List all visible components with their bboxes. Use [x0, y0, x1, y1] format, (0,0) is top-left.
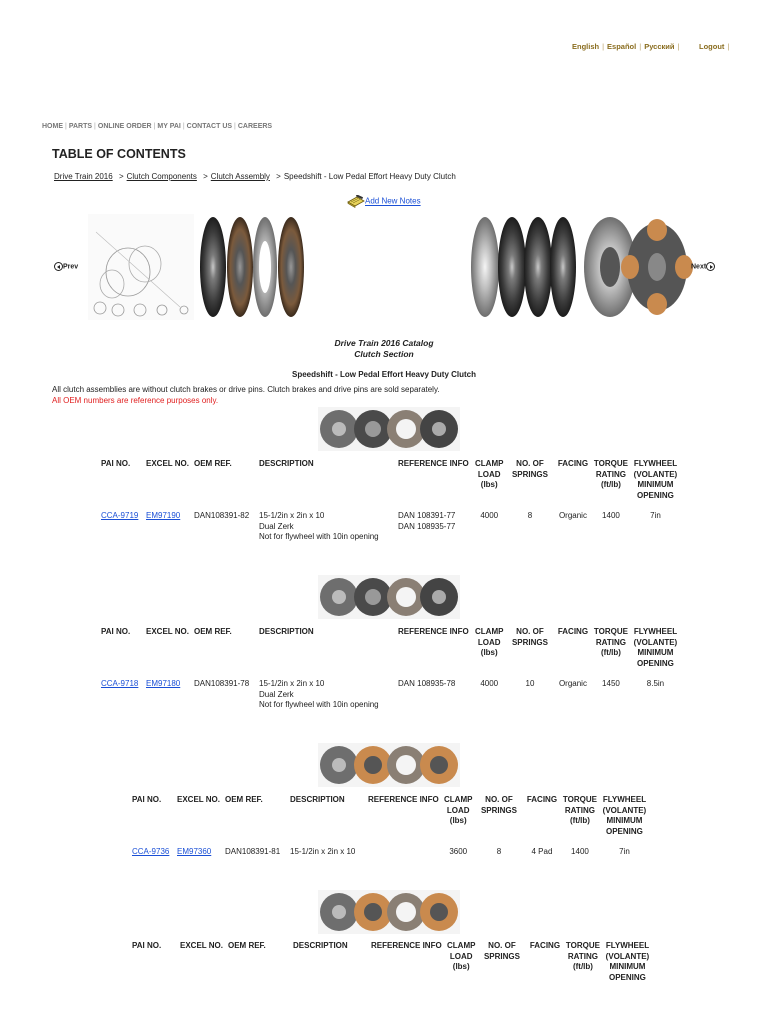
next-label: Next — [691, 263, 707, 271]
catalog-heading — [0, 338, 768, 360]
breadcrumb-separator: > — [203, 172, 208, 181]
col-header-pai: PAI NO. — [132, 941, 162, 950]
col-header-description: DESCRIPTION — [259, 459, 314, 468]
add-notes — [347, 195, 421, 208]
kit-image-4 — [318, 890, 460, 934]
col-header-facing: FACING — [557, 627, 589, 636]
col-header-oem: OEM REF. — [194, 459, 232, 468]
col-header-torque: TORQUE RATING (ft/lb) — [562, 795, 597, 825]
exploded-diagram-image — [88, 214, 194, 320]
prev-label: Prev — [63, 263, 79, 271]
breadcrumb-separator: > — [118, 172, 124, 181]
next-button[interactable] — [691, 262, 715, 271]
col-header-springs: NO. OF SPRINGS — [480, 795, 517, 815]
col-header-pai: PAI NO. — [101, 459, 131, 468]
breadcrumb-current: Speedshift - Low Pedal Effort Heavy Duty Clutch — [283, 172, 456, 181]
spring-count: 10 — [525, 679, 535, 688]
nav-contact-us[interactable]: CONTACT US — [186, 123, 233, 130]
col-header-torque: TORQUE RATING (ft/lb) — [565, 941, 600, 971]
excel-part-link[interactable]: EM97360 — [177, 847, 212, 856]
col-header-clamp-load: CLAMP LOAD (lbs) — [475, 459, 504, 489]
col-header-oem: OEM REF. — [194, 627, 232, 636]
col-header-clamp-load: CLAMP LOAD (lbs) — [444, 795, 473, 825]
flywheel-opening: 8.5in — [646, 679, 665, 688]
col-header-reference: REFERENCE INFO — [398, 627, 469, 636]
pai-part-link[interactable]: CCA-9719 — [101, 511, 139, 520]
catalog-section: Clutch Section — [354, 349, 414, 359]
table-header-row — [130, 941, 652, 983]
col-header-torque: TORQUE RATING (ft/lb) — [593, 459, 628, 489]
col-header-excel: EXCEL NO. — [146, 627, 189, 636]
breadcrumb-separator: > — [276, 172, 281, 181]
col-header-facing: FACING — [529, 941, 561, 950]
col-header-excel: EXCEL NO. — [146, 459, 189, 468]
lang-spanish-link[interactable]: Español — [607, 42, 637, 51]
clutch-discs-image-left — [200, 217, 304, 317]
col-header-facing: FACING — [526, 795, 558, 804]
clutch-discs-image-right — [471, 217, 576, 317]
parts-table-1 — [99, 459, 680, 543]
kit-image-2 — [318, 575, 460, 619]
separator: | — [94, 123, 96, 130]
torque-rating: 1400 — [602, 511, 620, 520]
col-header-springs: NO. OF SPRINGS — [511, 627, 548, 647]
breadcrumb-clutch-assembly[interactable]: Clutch Assembly — [210, 172, 270, 181]
chevron-right-icon — [706, 262, 715, 271]
excel-part-link[interactable]: EM97190 — [146, 511, 181, 520]
oem-ref: DAN108391-81 — [225, 847, 281, 856]
oem-ref: DAN108391-78 — [194, 679, 250, 688]
table-header-row — [99, 459, 680, 501]
pai-part-link[interactable]: CCA-9736 — [132, 847, 170, 856]
col-header-clamp-load: CLAMP LOAD (lbs) — [447, 941, 476, 971]
logout-link[interactable] — [699, 42, 732, 51]
col-header-description: DESCRIPTION — [293, 941, 348, 950]
nav-careers[interactable]: CAREERS — [237, 123, 273, 130]
table-header-row — [99, 627, 680, 669]
separator: | — [677, 42, 680, 51]
table-row — [99, 679, 680, 711]
product-image-strip — [0, 212, 768, 322]
nav-home[interactable]: HOME — [42, 123, 63, 130]
oem-ref: DAN108391-82 — [194, 511, 250, 520]
parts-table-3 — [130, 795, 649, 858]
col-header-reference: REFERENCE INFO — [398, 459, 469, 468]
facing: 4 Pad — [531, 847, 553, 856]
parts-table-2 — [99, 627, 680, 711]
separator: | — [602, 42, 605, 51]
reference-info — [366, 847, 442, 858]
main-nav — [42, 123, 272, 130]
nav-parts[interactable]: PARTS — [68, 123, 93, 130]
col-header-reference: REFERENCE INFO — [368, 795, 439, 804]
separator: | — [639, 42, 642, 51]
spring-count: 8 — [527, 511, 533, 520]
nav-online-order[interactable]: ONLINE ORDER — [97, 123, 152, 130]
description: 15-1/2in x 2in x 10 — [290, 847, 356, 856]
separator: | — [182, 123, 185, 130]
breadcrumb-clutch-components[interactable]: Clutch Components — [126, 172, 197, 181]
page-title: TABLE OF CONTENTS — [52, 147, 186, 161]
col-header-oem: OEM REF. — [225, 795, 263, 804]
clamp-load: 4000 — [480, 511, 499, 520]
section-title: Speedshift - Low Pedal Effort Heavy Duty Clutch — [291, 370, 477, 379]
col-header-springs: NO. OF SPRINGS — [483, 941, 520, 961]
catalog-title: Drive Train 2016 Catalog — [334, 338, 434, 348]
table-row — [130, 847, 649, 858]
kit-image-1 — [318, 407, 460, 451]
lang-russian-link[interactable]: Русский — [644, 42, 675, 51]
separator: | — [65, 123, 67, 130]
nav-my-pai[interactable]: MY PAI — [157, 123, 181, 130]
excel-part-link[interactable]: EM97180 — [146, 679, 181, 688]
torque-rating: 1450 — [602, 679, 620, 688]
flywheel-opening: 7in — [650, 511, 661, 520]
col-header-description: DESCRIPTION — [259, 627, 314, 636]
col-header-excel: EXCEL NO. — [180, 941, 223, 950]
col-header-flywheel: FLYWHEEL (VOLANTE) MINIMUM OPENING — [602, 795, 647, 836]
separator: | — [153, 123, 156, 130]
col-header-oem: OEM REF. — [228, 941, 266, 950]
breadcrumb-drive-train[interactable]: Drive Train 2016 — [54, 172, 113, 181]
logout-label: Logout — [699, 42, 725, 51]
col-header-torque: TORQUE RATING (ft/lb) — [593, 627, 628, 657]
top-links — [572, 42, 730, 51]
parts-table-4 — [130, 941, 652, 983]
lang-english-link[interactable]: English — [572, 42, 600, 51]
ceramic-button-disc-image — [621, 219, 693, 315]
kit-image-3 — [318, 743, 460, 787]
notepad-pencil-icon[interactable] — [347, 195, 365, 208]
separator: | — [727, 42, 730, 51]
description: 15-1/2in x 2in x 10 Dual Zerk Not for flywheel with 10in opening — [259, 511, 379, 541]
prev-button[interactable] — [54, 262, 78, 271]
torque-rating: 1400 — [571, 847, 589, 856]
facing: Organic — [558, 679, 587, 688]
reference-info: DAN 108391-77 DAN 108935-77 — [398, 511, 456, 531]
clamp-load: 4000 — [480, 679, 499, 688]
col-header-flywheel: FLYWHEEL (VOLANTE) MINIMUM OPENING — [633, 459, 678, 500]
table-row — [99, 511, 680, 543]
col-header-pai: PAI NO. — [132, 795, 162, 804]
col-header-pai: PAI NO. — [101, 627, 131, 636]
pai-part-link[interactable]: CCA-9718 — [101, 679, 139, 688]
chevron-left-icon — [54, 262, 63, 271]
oem-reference-warning: All OEM numbers are reference purposes only. — [52, 396, 219, 405]
col-header-flywheel: FLYWHEEL (VOLANTE) MINIMUM OPENING — [633, 627, 678, 668]
description: 15-1/2in x 2in x 10 Dual Zerk Not for flywheel with 10in opening — [259, 679, 379, 709]
add-new-notes-link[interactable]: Add New Notes — [365, 196, 421, 206]
flywheel-opening: 7in — [619, 847, 630, 856]
col-header-description: DESCRIPTION — [290, 795, 345, 804]
col-header-excel: EXCEL NO. — [177, 795, 220, 804]
assembly-note: All clutch assemblies are without clutch brakes or drive pins. Clutch brakes and drive pins are sold separately. — [52, 385, 440, 394]
table-header-row — [130, 795, 649, 837]
reference-info: DAN 108935-78 — [398, 679, 456, 688]
spring-count: 8 — [496, 847, 502, 856]
col-header-clamp-load: CLAMP LOAD (lbs) — [475, 627, 504, 657]
col-header-springs: NO. OF SPRINGS — [511, 459, 548, 479]
col-header-facing: FACING — [557, 459, 589, 468]
breadcrumb — [54, 172, 456, 181]
col-header-reference: REFERENCE INFO — [371, 941, 442, 950]
col-header-flywheel: FLYWHEEL (VOLANTE) MINIMUM OPENING — [605, 941, 650, 982]
clamp-load: 3600 — [449, 847, 468, 856]
separator: | — [234, 123, 236, 130]
facing: Organic — [558, 511, 587, 520]
